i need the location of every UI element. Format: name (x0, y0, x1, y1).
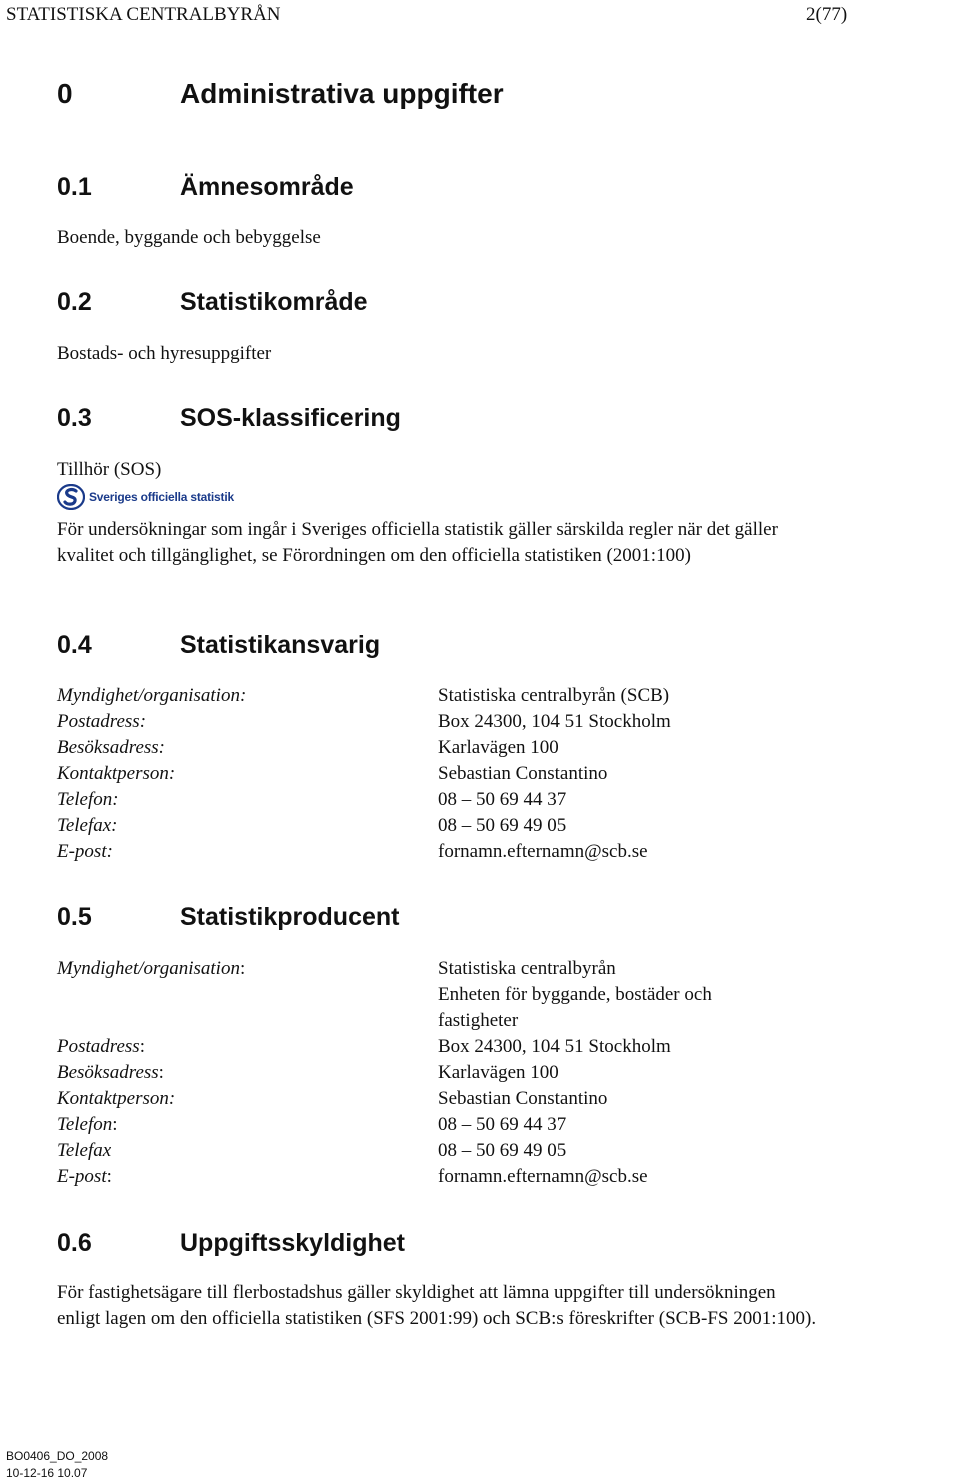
section-number: 0.6 (57, 1229, 92, 1257)
section-number: 0.4 (57, 631, 92, 659)
info-value: Statistiska centralbyrån (438, 958, 616, 979)
sos-paragraph: För undersökningar som ingår i Sveriges officiella statistik gäller särskilda regler när det gäller kvalitet och tillgänglighet, se Förordningen om den officiella statistiken (2001:100) (57, 519, 778, 566)
section-heading-0-3 (0, 404, 960, 434)
section-text-0-2: Bostads- och hyresuppgifter (57, 343, 272, 364)
info-label: Besöksadress: (57, 1062, 164, 1083)
sos-logo-text: Sveriges officiella statistik (89, 490, 234, 504)
page-number: 2(77) (806, 4, 848, 25)
info-label: Telefon: (57, 789, 119, 810)
info-value: fornamn.efternamn@scb.se (438, 841, 648, 862)
info-value: 08 – 50 69 44 37 (438, 789, 567, 810)
obligation-line-2: enligt lagen om den officiella statistiken (SFS 2001:99) och SCB:s föreskrifter (SCB-FS 2001:100). (57, 1308, 817, 1329)
sos-membership: Tillhör (SOS) (57, 459, 162, 480)
info-value: 08 – 50 69 49 05 (438, 1140, 567, 1161)
info-label: Postadress: (57, 711, 147, 732)
info-value: fastigheter (438, 1010, 519, 1031)
section-text-0-1: Boende, byggande och bebyggelse (57, 227, 321, 248)
section-heading-0-2 (0, 288, 960, 318)
section-title: Statistikansvarig (180, 631, 381, 659)
info-value: Box 24300, 104 51 Stockholm (438, 1036, 671, 1057)
section-number: 0.1 (57, 173, 92, 201)
info-value: Statistiska centralbyrån (SCB) (438, 685, 670, 706)
info-label: Telefon: (57, 1114, 118, 1135)
obligation-line-1: För fastighetsägare till flerbostadshus gäller skyldighet att lämna uppgifter till undersökningen (57, 1282, 776, 1303)
info-value: 08 – 50 69 44 37 (438, 1114, 567, 1135)
section-heading-0-1 (0, 173, 960, 203)
section-heading-0-5 (0, 903, 960, 933)
info-label: Telefax (57, 1140, 112, 1161)
info-label: Kontaktperson: (57, 1088, 176, 1109)
info-label: Kontaktperson: (57, 763, 176, 784)
info-value: fornamn.efternamn@scb.se (438, 1166, 648, 1187)
info-label: Postadress: (57, 1036, 145, 1057)
chapter-number: 0 (57, 78, 73, 109)
footer-doc-id: BO0406_DO_2008 (6, 1449, 109, 1463)
info-label: E-post: (57, 1166, 112, 1187)
chapter-heading (0, 78, 960, 114)
section-number: 0.2 (57, 288, 92, 316)
section-title: Uppgiftsskyldighet (180, 1229, 406, 1257)
section-heading-0-4 (0, 631, 960, 661)
info-value: Sebastian Constantino (438, 1088, 608, 1109)
header-org: STATISTISKA CENTRALBYRÅN (6, 4, 281, 25)
info-value: Karlavägen 100 (438, 737, 559, 758)
info-label: Telefax: (57, 815, 118, 836)
chapter-title: Administrativa uppgifter (180, 78, 504, 109)
info-value: Karlavägen 100 (438, 1062, 559, 1083)
info-label: E-post: (57, 841, 113, 862)
section-title: Statistikproducent (180, 903, 400, 931)
info-label: Myndighet/organisation: (57, 685, 247, 706)
sos-logo (57, 484, 234, 510)
section-heading-0-6 (0, 1229, 960, 1259)
info-value: 08 – 50 69 49 05 (438, 815, 567, 836)
section-number: 0.5 (57, 903, 92, 931)
section-title: Ämnesområde (180, 173, 354, 201)
info-value: Box 24300, 104 51 Stockholm (438, 711, 671, 732)
section-number: 0.3 (57, 404, 92, 432)
section-title: SOS-klassificering (180, 404, 401, 432)
info-label: Besöksadress: (57, 737, 165, 758)
sos-logo-icon (57, 484, 85, 510)
info-value: Sebastian Constantino (438, 763, 608, 784)
section-title: Statistikområde (180, 288, 368, 316)
info-value: Enheten för byggande, bostäder och (438, 984, 712, 1005)
info-label: Myndighet/organisation: (57, 958, 246, 979)
footer-date: 10-12-16 10.07 (6, 1466, 88, 1480)
